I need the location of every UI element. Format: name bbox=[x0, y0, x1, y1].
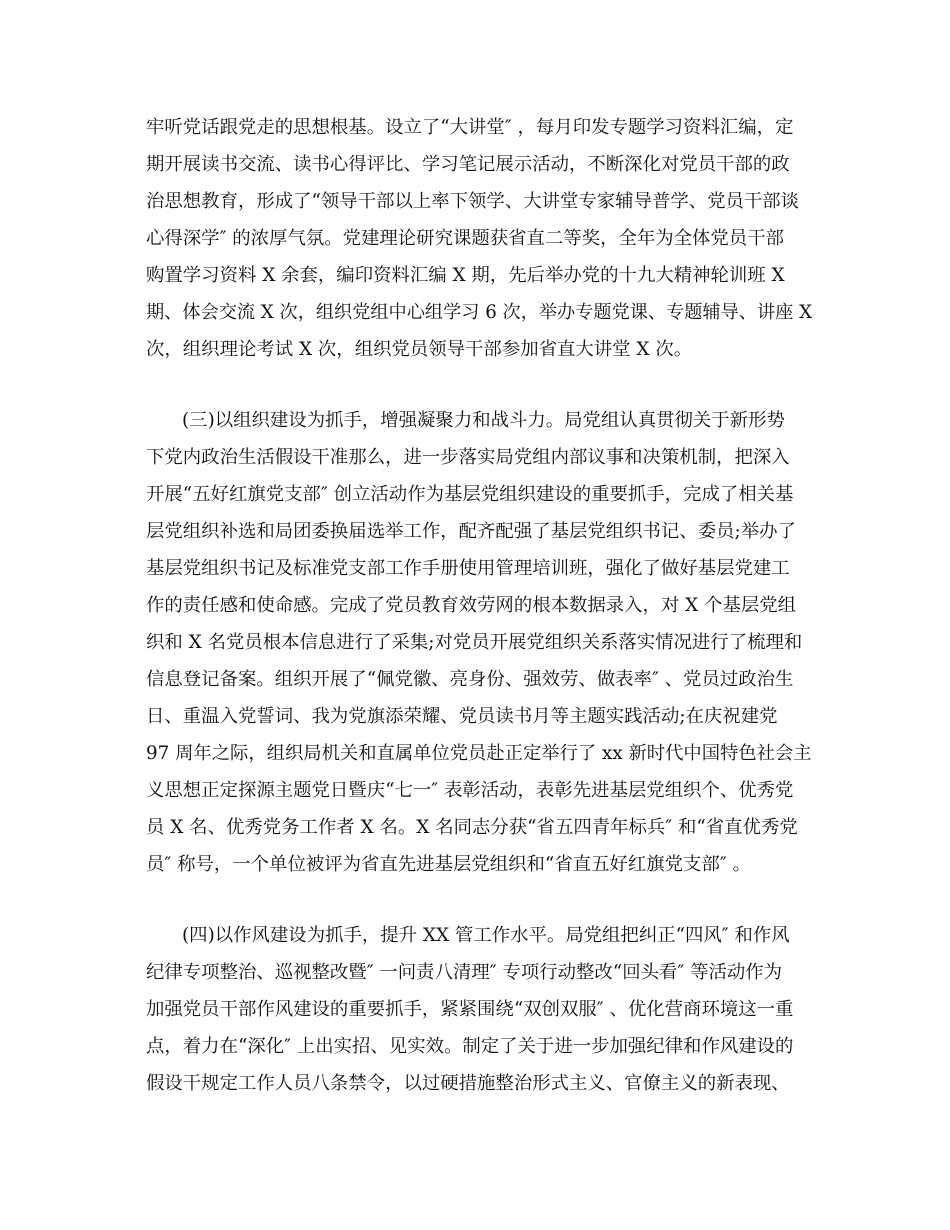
text-line: 纪律专项整治、巡视整改暨″ 一问责八清理″ 专项行动整改“回头看″ 等活动作为 bbox=[146, 962, 783, 983]
text-line: 员″ 称号，一个单位被评为省直先进基层党组织和“省直五好红旗党支部″ 。 bbox=[146, 854, 751, 875]
text-line: 点，着力在“深化″ 上出实招、见实效。制定了关于进一步加强纪律和作风建设的 bbox=[146, 1036, 794, 1057]
text-line: 治思想教育，形成了“领导干部以上率下领学、大讲堂专家辅导普学、党员干部谈 bbox=[146, 191, 800, 212]
text-line: 加强党员干部作风建设的重要抓手，紧紧围绕“双创双服″ 、优化营商环境这一重 bbox=[146, 999, 794, 1020]
text-line: 下党内政治生活假设干准那么，进一步落实局党组内部议事和决策机制，把深入 bbox=[146, 447, 790, 468]
text-line: 织和 X 名党员根本信息进行了采集;对党员开展党组织关系落实情况进行了梳理和 bbox=[146, 632, 803, 653]
text-line: 购置学习资料 X 余套，编印资料汇编 X 期，先后举办党的十九大精神轮训班 X bbox=[146, 265, 785, 286]
text-line: 期开展读书交流、读书心得评比、学习笔记展示活动，不断深化对党员干部的政 bbox=[146, 154, 790, 175]
text-line: 期、体会交流 X 次，组织党组中心组学习 6 次，举办专题党课、专题辅导、讲座 X bbox=[146, 302, 813, 323]
text-line: 开展“五好红旗党支部″ 创立活动作为基层党组织建设的重要抓手，完成了相关基 bbox=[146, 484, 794, 505]
text-line: 心得深学″ 的浓厚气氛。党建理论研究课题获省直二等奖，全年为全体党员干部 bbox=[146, 228, 784, 249]
text-line: 信息登记备案。组织开展了“佩党徽、亮身份、强效劳、做表率″ 、党员过政治生 bbox=[146, 669, 794, 690]
text-line: 97 周年之际，组织局机关和直属单位党员赴正定举行了 xx 新时代中国特色社会主 bbox=[146, 743, 812, 764]
text-line: 假设干规定工作人员八条禁令，以过硬措施整治形式主义、官僚主义的新表现、 bbox=[146, 1073, 790, 1094]
text-line: 基层党组织书记及标准党支部工作手册使用管理培训班，强化了做好基层党建工 bbox=[146, 558, 790, 579]
text-line: (四)以作风建设为抓手，提升 XX 管工作水平。局党组把纠正“四风″ 和作风 bbox=[182, 925, 790, 946]
text-line: 作的责任感和使命感。完成了党员教育效劳网的根本数据录入，对 X 个基层党组 bbox=[146, 595, 797, 616]
text-line: 义思想正定探源主题党日暨庆“七一″ 表彰活动，表彰先进基层党组织个、优秀党 bbox=[146, 780, 794, 801]
text-line: 员 X 名、优秀党务工作者 X 名。X 名同志分获“省五四青年标兵″ 和“省直优秀党 bbox=[146, 817, 798, 838]
text-line: 层党组织补选和局团委换届选举工作，配齐配强了基层党组织书记、委员;举办了 bbox=[146, 521, 796, 542]
text-line: 牢听党话跟党走的思想根基。设立了“大讲堂″ ，每月印发专题学习资料汇编，定 bbox=[146, 117, 794, 138]
text-line: (三)以组织建设为抓手，增强凝聚力和战斗力。局党组认真贯彻关于新形势 bbox=[182, 410, 785, 431]
text-line: 次，组织理论考试 X 次，组织党员领导干部参加省直大讲堂 X 次。 bbox=[146, 339, 693, 360]
text-line: 日、重温入党誓词、我为党旗添荣耀、党员读书月等主题实践活动;在庆祝建党 bbox=[146, 706, 778, 727]
